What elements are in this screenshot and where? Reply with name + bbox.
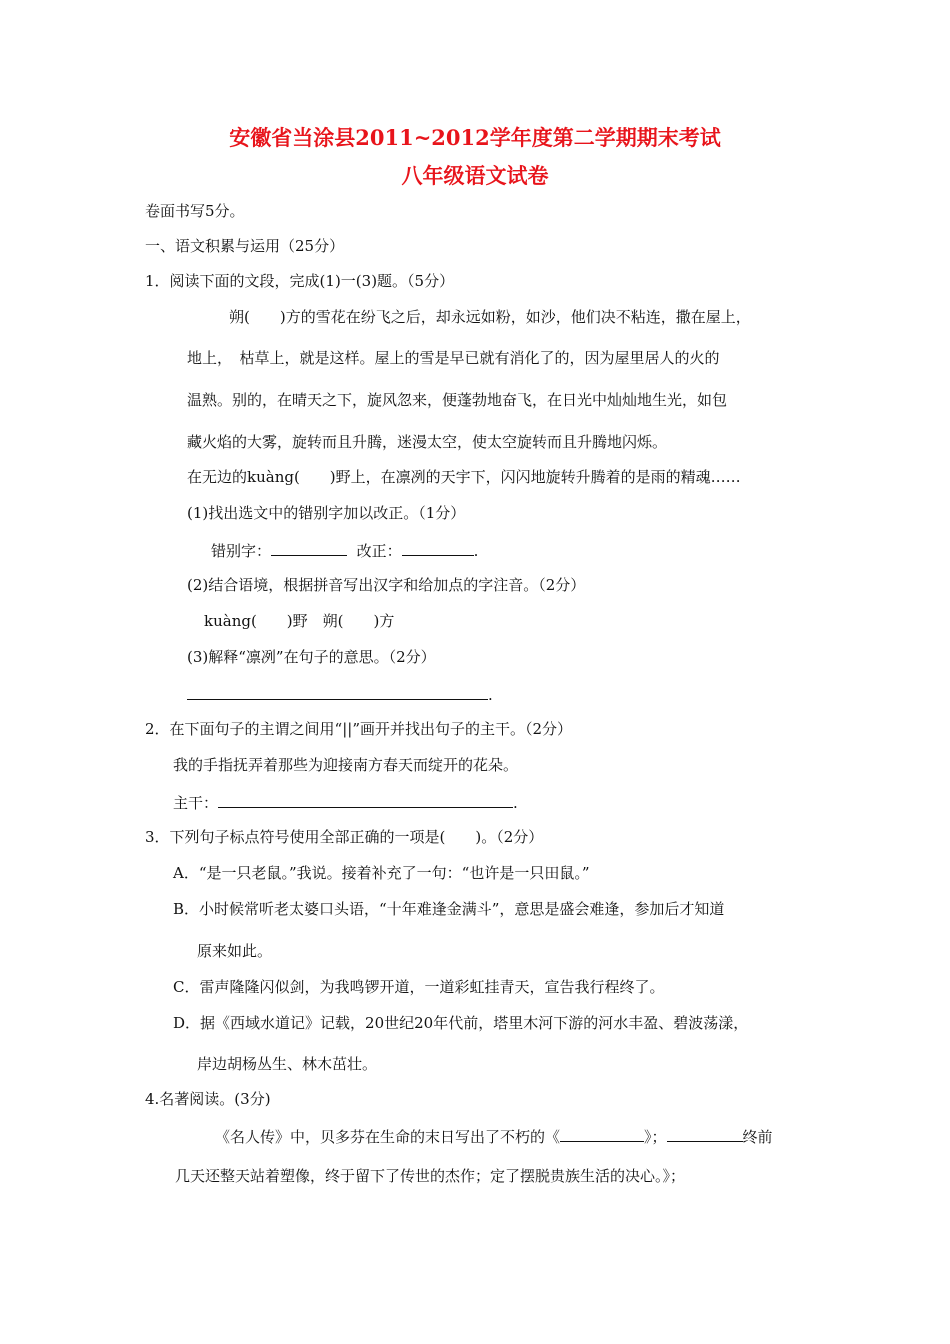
q1-passage-line: 朔( )方的雪花在纷飞之后，却永远如粉，如沙，他们决不粘连，撒在屋上， [229,308,751,326]
q3-option-d-cont: 岸边胡杨丛生、林木茁壮。 [197,1055,378,1073]
exam-subtitle: 八年级语文试卷 [401,163,549,188]
period: . [473,542,479,560]
q1-passage-line: 在无边的kuàng( )野上，在凛冽的天宇下，闪闪地旋转升腾着的是雨的精魂…… [187,468,741,486]
q2-answer [173,791,518,813]
main-blank[interactable] [218,791,513,808]
period: . [488,686,493,704]
correction-blank[interactable] [402,539,474,556]
q3-option-b-cont: 原来如此。 [197,942,273,960]
event-blank[interactable] [667,1125,743,1142]
q1-stem: 1．阅读下面的文段，完成(1)一(3)题。（5分） [145,272,455,290]
q3-option-b: B．小时候常听老太婆口头语，“十年难逢金满斗”，意思是盛会难逢，参加后才知道 [173,900,725,918]
wrong-char-blank[interactable] [271,539,347,556]
q2-sentence: 我的手指抚弄着那些为迎接南方春天而绽开的花朵。 [173,756,519,774]
main-label: 主干： [173,794,219,812]
q4-text-c: 终前 [742,1128,773,1146]
q4-text-line-2: 几天还整天站着塑像，终于留下了传世的杰作；定了摆脱贵族生活的决心。》； [175,1167,686,1185]
exam-title: 安徽省当涂县2011~2012学年度第二学期期末考试 [229,125,721,150]
correction-label: 改正： [356,542,402,560]
q4-text-line [215,1125,773,1147]
q1-sub3: (3)解释“凛冽”在句子的意思。（2分） [187,648,436,666]
q3-option-c: C．雷声隆隆闪似剑，为我鸣锣开道，一道彩虹挂青天，宣告我行程终了。 [173,978,665,996]
q4-text-b: 》； [644,1128,667,1146]
q1-sub2-answer: kuàng( )野 朔( )方 [204,612,395,630]
intro-text: 卷面书写5分。 [145,202,245,220]
wrong-char-label: 错别字： [211,542,272,560]
work-blank[interactable] [560,1125,644,1142]
q3-stem: 3．下列句子标点符号使用全部正确的一项是( )。（2分） [145,828,544,846]
q1-passage-line: 地上， 枯草上，就是这样。屋上的雪是早已就有消化了的，因为屋里居人的火的 [187,349,720,367]
period: . [513,794,518,812]
q4-stem: 4.名著阅读。(3分) [145,1090,271,1108]
meaning-blank[interactable] [187,683,488,700]
q4-text-a: 《名人传》中，贝多芬在生命的末日写出了不朽的《 [215,1128,561,1146]
q1-sub1: (1)找出选文中的错别字加以改正。（1分） [187,504,466,522]
q3-option-d: D．据《西域水道记》记载，20世纪20年代前，塔里木河下游的河水丰盈、碧波荡漾， [173,1014,749,1032]
q1-sub1-answer [211,539,478,561]
q1-sub3-answer [187,683,493,705]
q1-sub2: (2)结合语境，根据拼音写出汉字和给加点的字注音。（2分） [187,576,586,594]
q3-option-a: A．“是一只老鼠。”我说。接着补充了一句：“也许是一只田鼠。” [173,864,590,882]
section-heading: 一、语文积累与运用（25分） [145,237,345,255]
q1-passage-line: 温熟。别的，在晴天之下，旋风忽来，便蓬勃地奋飞，在日光中灿灿地生光，如包 [187,391,728,409]
q1-passage-line: 藏火焰的大雾，旋转而且升腾，迷漫太空，使太空旋转而且升腾地闪烁。 [187,433,668,451]
q2-stem: 2．在下面句子的主谓之间用“||”画开并找出句子的主干。（2分） [145,720,573,738]
